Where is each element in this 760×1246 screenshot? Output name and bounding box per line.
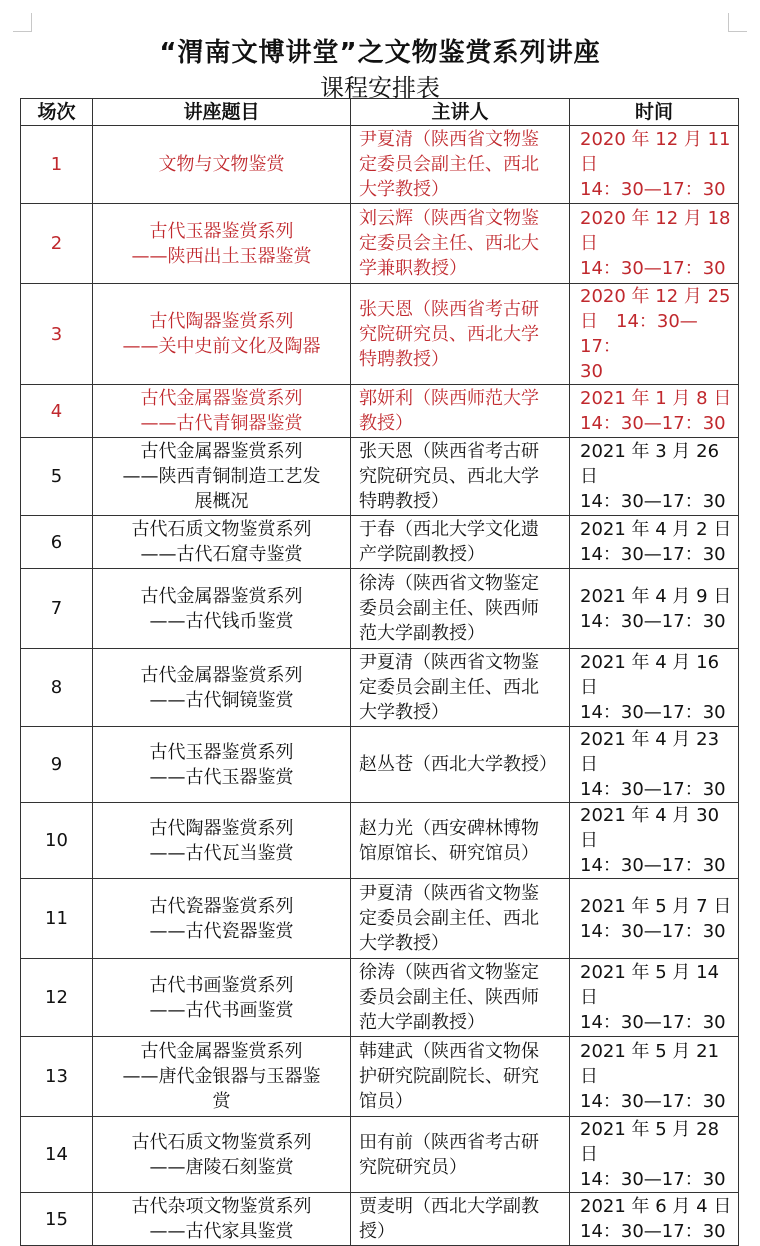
- cell-line: 尹夏清（陕西省文物鉴: [359, 652, 539, 673]
- cell-session: 14: [21, 1117, 93, 1193]
- cell-line: ——古代瓦当鉴赏: [149, 842, 294, 864]
- cell-line: 范大学副教授）: [359, 623, 485, 644]
- cell-topic: [93, 1193, 351, 1246]
- cell-line: 日: [580, 154, 598, 175]
- cell-line: 14：30—17：30: [580, 610, 726, 632]
- cell-line: 日: [580, 233, 598, 254]
- cell-session: 11: [21, 879, 93, 959]
- page-corner-mark-left: [13, 13, 32, 32]
- cell-time: [570, 569, 739, 649]
- cell-line: 2021 年 1 月 8 日: [580, 388, 732, 409]
- header-topic: 讲座题目: [93, 99, 351, 126]
- cell-speaker: [351, 959, 570, 1037]
- cell-time: [570, 516, 739, 569]
- cell-line: 14：30—17：30: [580, 179, 726, 200]
- cell-speaker: [351, 879, 570, 959]
- cell-line: 14：30—17：30: [580, 855, 726, 876]
- cell-line: 2020 年 12 月 18: [580, 208, 731, 229]
- table-row: [21, 126, 739, 204]
- cell-session: 7: [21, 569, 93, 649]
- cell-session: 6: [21, 516, 93, 569]
- cell-line: 2021 年 5 月 28 日: [580, 1119, 720, 1165]
- cell-line: 2021 年 3 月 26 日: [580, 441, 720, 487]
- cell-line: 2021 年 4 月 23 日: [580, 729, 720, 775]
- cell-line: 郭妍利（陕西师范大学: [359, 388, 539, 409]
- cell-line: 贾麦明（西北大学副教: [359, 1196, 539, 1217]
- cell-speaker: [351, 126, 570, 204]
- cell-line: ——关中史前文化及陶器: [122, 336, 321, 357]
- cell-speaker: [351, 727, 570, 803]
- cell-line: 14：30—17：30: [580, 1091, 726, 1112]
- cell-line: 张天恩（陕西省考古研: [359, 298, 539, 320]
- table-row: [21, 204, 739, 284]
- cell-speaker: [351, 569, 570, 649]
- cell-line: 2021 年 5 月 14 日: [580, 962, 720, 1008]
- cell-topic: [93, 204, 351, 284]
- cell-line: 大学教授）: [359, 933, 449, 954]
- cell-line: 定委员会副主任、西北: [359, 677, 539, 698]
- cell-line: 日 14：30—17：: [580, 311, 698, 357]
- cell-line: 古代石质文物鉴赏系列: [131, 1131, 312, 1153]
- cell-line: 古代玉器鉴赏系列: [149, 741, 294, 763]
- cell-time: [570, 1037, 739, 1117]
- cell-line: 古代金属器鉴赏系列: [140, 1041, 303, 1062]
- cell-topic: [93, 385, 351, 438]
- cell-line: ——古代石窟寺鉴赏: [140, 544, 303, 565]
- cell-line: 古代金属器鉴赏系列: [140, 441, 303, 462]
- cell-speaker: [351, 1037, 570, 1117]
- cell-topic: [93, 1037, 351, 1117]
- cell-line: 14：30—17：30: [580, 702, 726, 723]
- table-row: [21, 1037, 739, 1117]
- cell-line: 究院研究员、西北大学: [359, 323, 539, 345]
- cell-time: [570, 126, 739, 204]
- cell-line: 2021 年 4 月 16 日: [580, 652, 720, 698]
- cell-line: 赵力光（西安碑林博物: [359, 817, 539, 839]
- cell-line: 产学院副教授）: [359, 544, 485, 565]
- table-row: [21, 569, 739, 649]
- cell-time: [570, 1193, 739, 1246]
- cell-session: 5: [21, 438, 93, 516]
- cell-topic: [93, 438, 351, 516]
- cell-line: 委员会副主任、陕西师: [359, 598, 539, 619]
- cell-line: 尹夏清（陕西省文物鉴: [359, 883, 539, 904]
- cell-line: 委员会副主任、陕西师: [359, 987, 539, 1008]
- table-row: [21, 385, 739, 438]
- cell-line: 赏: [212, 1091, 231, 1112]
- cell-session: 8: [21, 649, 93, 727]
- cell-time: [570, 727, 739, 803]
- cell-line: 定委员会主任、西北大: [359, 233, 539, 254]
- cell-speaker: [351, 438, 570, 516]
- cell-line: 馆原馆长、研究馆员）: [359, 842, 539, 864]
- cell-line: 2021 年 4 月 30 日: [580, 805, 720, 851]
- table-row: [21, 1117, 739, 1193]
- table-row: [21, 959, 739, 1037]
- cell-line: 古代玉器鉴赏系列: [149, 220, 294, 242]
- cell-line: 大学教授）: [359, 702, 449, 723]
- header-time: 时间: [570, 99, 739, 126]
- cell-speaker: [351, 1193, 570, 1246]
- cell-line: 14：30—17：30: [580, 1012, 726, 1033]
- cell-line: 14：30—17：30: [580, 920, 726, 942]
- cell-speaker: [351, 649, 570, 727]
- cell-time: [570, 385, 739, 438]
- cell-time: [570, 649, 739, 727]
- cell-line: 古代书画鉴赏系列: [149, 974, 294, 996]
- cell-line: 大学教授）: [359, 179, 449, 200]
- cell-session: 15: [21, 1193, 93, 1246]
- cell-line: 展概况: [194, 491, 249, 512]
- cell-line: 古代杂项文物鉴赏系列: [131, 1196, 312, 1217]
- cell-line: 定委员会副主任、西北: [359, 908, 539, 929]
- cell-topic: [93, 284, 351, 385]
- cell-line: 田有前（陕西省考古研: [359, 1131, 539, 1153]
- cell-line: 授）: [359, 1221, 395, 1242]
- table-header-row: [21, 99, 739, 126]
- cell-line: 定委员会副主任、西北: [359, 154, 539, 175]
- cell-line: 赵丛苍（西北大学教授）: [359, 754, 557, 775]
- header-session: 场次: [21, 99, 93, 126]
- cell-line: 范大学副教授）: [359, 1012, 485, 1033]
- cell-line: 14：30—17：30: [580, 258, 726, 279]
- cell-line: 古代陶器鉴赏系列: [149, 311, 294, 332]
- schedule-table: [20, 98, 739, 1246]
- cell-speaker: [351, 516, 570, 569]
- cell-line: 2021 年 6 月 4 日: [580, 1196, 732, 1217]
- cell-time: [570, 803, 739, 879]
- cell-session: 2: [21, 204, 93, 284]
- cell-line: 徐涛（陕西省文物鉴定: [359, 962, 539, 983]
- cell-line: 尹夏清（陕西省文物鉴: [359, 129, 539, 150]
- cell-session: 10: [21, 803, 93, 879]
- cell-line: 特聘教授）: [359, 348, 449, 370]
- cell-line: ——唐陵石刻鉴赏: [149, 1156, 294, 1178]
- cell-line: 究院研究员、西北大学: [359, 466, 539, 487]
- cell-line: ——陕西出土玉器鉴赏: [131, 245, 312, 267]
- table-row: [21, 879, 739, 959]
- header-speaker: 主讲人: [351, 99, 570, 126]
- cell-line: ——古代瓷器鉴赏: [149, 920, 294, 942]
- table-row: [21, 284, 739, 385]
- cell-line: 古代瓷器鉴赏系列: [149, 895, 294, 917]
- cell-speaker: [351, 385, 570, 438]
- table-row: [21, 649, 739, 727]
- cell-line: ——古代家具鉴赏: [149, 1221, 294, 1242]
- cell-line: 张天恩（陕西省考古研: [359, 441, 539, 462]
- cell-time: [570, 1117, 739, 1193]
- cell-topic: [93, 649, 351, 727]
- table-row: [21, 803, 739, 879]
- cell-line: ——古代钱币鉴赏: [149, 610, 294, 632]
- cell-line: 特聘教授）: [359, 491, 449, 512]
- cell-line: ——古代书画鉴赏: [149, 999, 294, 1021]
- document-title: “渭南文博讲堂”之文物鉴赏系列讲座: [159, 38, 601, 68]
- cell-line: 刘云辉（陕西省文物鉴: [359, 208, 539, 229]
- document-subtitle: 课程安排表: [320, 74, 440, 102]
- cell-speaker: [351, 1117, 570, 1193]
- table-row: [21, 516, 739, 569]
- cell-line: ——古代青铜器鉴赏: [140, 413, 303, 434]
- cell-session: 9: [21, 727, 93, 803]
- cell-line: 古代陶器鉴赏系列: [149, 817, 294, 839]
- cell-topic: [93, 1117, 351, 1193]
- cell-line: ——古代玉器鉴赏: [149, 766, 294, 788]
- cell-line: 2020 年 12 月 11: [580, 129, 731, 150]
- cell-topic: [93, 569, 351, 649]
- cell-speaker: [351, 284, 570, 385]
- cell-line: 2021 年 4 月 9 日: [580, 585, 732, 607]
- cell-session: 1: [21, 126, 93, 204]
- cell-time: [570, 959, 739, 1037]
- cell-line: ——唐代金银器与玉器鉴: [122, 1066, 321, 1087]
- cell-line: 2021 年 4 月 2 日: [580, 519, 732, 540]
- cell-topic: [93, 803, 351, 879]
- cell-topic: [93, 879, 351, 959]
- cell-line: ——陕西青铜制造工艺发: [122, 466, 321, 487]
- cell-time: [570, 204, 739, 284]
- cell-speaker: [351, 204, 570, 284]
- cell-line: 2020 年 12 月 25: [580, 286, 731, 307]
- cell-line: 古代金属器鉴赏系列: [140, 664, 303, 686]
- cell-line: 14：30—17：30: [580, 1221, 726, 1242]
- cell-line: 14：30—17：30: [580, 544, 726, 565]
- cell-line: 于春（西北大学文化遗: [359, 519, 539, 540]
- cell-line: 14：30—17：30: [580, 491, 726, 512]
- cell-line: 徐涛（陕西省文物鉴定: [359, 573, 539, 594]
- cell-session: 4: [21, 385, 93, 438]
- cell-time: [570, 879, 739, 959]
- cell-time: [570, 438, 739, 516]
- cell-line: 教授）: [359, 413, 413, 434]
- cell-topic: [93, 516, 351, 569]
- table-row: [21, 438, 739, 516]
- cell-line: 学兼职教授）: [359, 258, 467, 279]
- table-row: [21, 1193, 739, 1246]
- cell-speaker: [351, 803, 570, 879]
- cell-topic: [93, 959, 351, 1037]
- page-corner-mark-right: [728, 13, 747, 32]
- table-row: [21, 727, 739, 803]
- cell-line: 究院研究员）: [359, 1156, 467, 1178]
- cell-session: 13: [21, 1037, 93, 1117]
- cell-line: 14：30—17：30: [580, 413, 726, 434]
- cell-line: 馆员）: [359, 1091, 413, 1112]
- cell-line: ——古代铜镜鉴赏: [149, 689, 294, 711]
- cell-session: 3: [21, 284, 93, 385]
- cell-line: 14：30—17：30: [580, 1169, 726, 1190]
- cell-line: 古代石质文物鉴赏系列: [131, 519, 312, 540]
- cell-line: 2021 年 5 月 21 日: [580, 1041, 720, 1087]
- cell-topic: [93, 727, 351, 803]
- cell-session: 12: [21, 959, 93, 1037]
- cell-topic: [93, 126, 351, 204]
- cell-line: 古代金属器鉴赏系列: [140, 388, 303, 409]
- cell-time: [570, 284, 739, 385]
- cell-line: 30: [580, 361, 603, 382]
- cell-line: 护研究院副院长、研究: [359, 1066, 539, 1087]
- cell-line: 韩建武（陕西省文物保: [359, 1041, 539, 1062]
- cell-line: 文物与文物鉴赏: [158, 154, 285, 175]
- cell-line: 古代金属器鉴赏系列: [140, 585, 303, 607]
- cell-line: 2021 年 5 月 7 日: [580, 895, 732, 917]
- cell-line: 14：30—17：30: [580, 779, 726, 800]
